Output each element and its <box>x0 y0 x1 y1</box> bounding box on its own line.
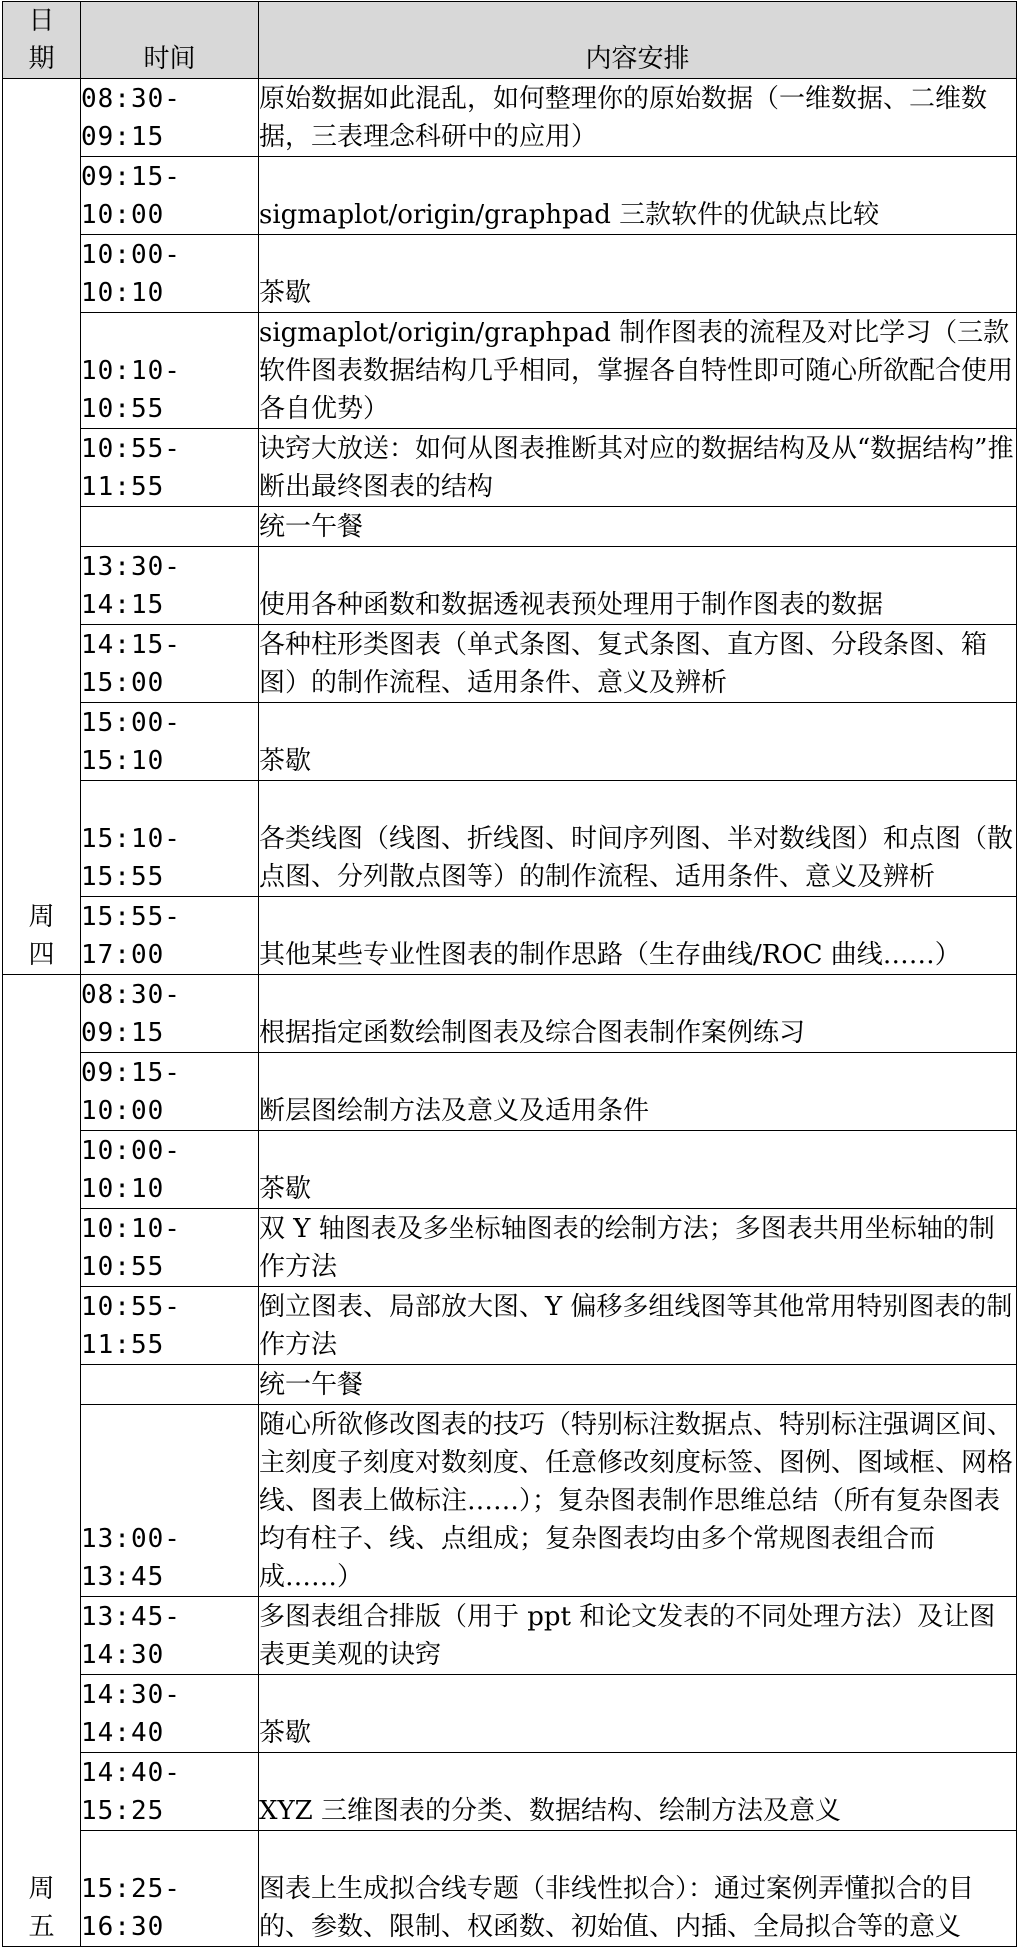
time-cell: 10:00- 10:10 <box>81 1131 259 1209</box>
content-cell <box>259 1675 1017 1753</box>
schedule-table <box>2 1 1017 1947</box>
content-text: 各类线图（线图、折线图、时间序列图、半对数线图）和点图（散点图、分列散点图等）的制作流程、适用条件、意义及辨析 <box>259 824 1014 892</box>
time-cell: 08:30- 09:15 <box>81 975 259 1053</box>
time-cell: 14:15- 15:00 <box>81 625 259 703</box>
content-text: 诀窍大放送：如何从图表推断其对应的数据结构及从“数据结构”推断出最终图表的结构 <box>259 434 1014 502</box>
table-row <box>3 1753 1017 1831</box>
content-cell <box>259 1053 1017 1131</box>
content-text: 倒立图表、局部放大图、Y 偏移多组线图等其他常用特别图表的制作方法 <box>259 1292 1013 1360</box>
header-content: 内容安排 <box>259 2 1017 79</box>
time-cell: 15:00- 15:10 <box>81 703 259 781</box>
table-row <box>3 1597 1017 1675</box>
content-cell <box>259 1131 1017 1209</box>
time-cell: 14:40- 15:25 <box>81 1753 259 1831</box>
content-cell <box>259 235 1017 313</box>
content-cell <box>259 1365 1017 1405</box>
table-row <box>3 429 1017 507</box>
content-cell <box>259 1287 1017 1365</box>
content-text: 随心所欲修改图表的技巧（特别标注数据点、特别标注强调区间、主刻度子刻度对数刻度、任意修改刻度标签、图例、图域框、网格线、图表上做标注……）；复杂图表制作思维总结（所有复杂图表均有柱子、线、点组成；复杂图表均由多个常规图表组合而成……） <box>259 1410 1014 1592</box>
content-cell <box>259 1405 1017 1597</box>
content-cell <box>259 1209 1017 1287</box>
content-cell <box>259 79 1017 157</box>
table-row <box>3 897 1017 975</box>
table-row <box>3 79 1017 157</box>
header-time: 时间 <box>81 2 259 79</box>
time-cell: 15:10- 15:55 <box>81 781 259 897</box>
table-row <box>3 1053 1017 1131</box>
time-cell: 09:15- 10:00 <box>81 1053 259 1131</box>
header-day-char: 日 <box>28 6 55 36</box>
header-day-char: 期 <box>28 44 55 74</box>
content-text: 茶歇 <box>259 278 312 308</box>
time-cell: 10:55- 11:55 <box>81 1287 259 1365</box>
time-cell <box>81 1365 259 1405</box>
table-row <box>3 1831 1017 1947</box>
table-row <box>3 1209 1017 1287</box>
content-text: 各种柱形类图表（单式条图、复式条图、直方图、分段条图、箱图）的制作流程、适用条件、意义及辨析 <box>259 630 988 698</box>
content-text: 使用各种函数和数据透视表预处理用于制作图表的数据 <box>259 590 884 620</box>
day-cell <box>3 79 81 975</box>
table-row <box>3 1405 1017 1597</box>
content-text: 茶歇 <box>259 1174 312 1204</box>
content-cell <box>259 313 1017 429</box>
table-row <box>3 547 1017 625</box>
table-row <box>3 157 1017 235</box>
day-cell <box>3 975 81 1947</box>
table-row <box>3 781 1017 897</box>
table-row <box>3 1287 1017 1365</box>
content-text: 多图表组合排版（用于 ppt 和论文发表的不同处理方法）及让图表更美观的诀窍 <box>259 1602 996 1670</box>
time-cell: 13:30- 14:15 <box>81 547 259 625</box>
table-header-row <box>3 2 1017 79</box>
header-day-label <box>3 2 80 78</box>
time-cell: 09:15- 10:00 <box>81 157 259 235</box>
content-cell <box>259 1753 1017 1831</box>
table-row <box>3 1365 1017 1405</box>
content-cell <box>259 625 1017 703</box>
content-cell <box>259 975 1017 1053</box>
content-text: 茶歇 <box>259 746 312 776</box>
content-text: 根据指定函数绘制图表及综合图表制作案例练习 <box>259 1018 806 1048</box>
content-text: XYZ 三维图表的分类、数据结构、绘制方法及意义 <box>259 1796 842 1826</box>
time-cell: 10:00- 10:10 <box>81 235 259 313</box>
time-cell: 13:45- 14:30 <box>81 1597 259 1675</box>
content-cell <box>259 897 1017 975</box>
content-text: 统一午餐 <box>259 512 364 542</box>
content-text: 图表上生成拟合线专题（非线性拟合）：通过案例弄懂拟合的目的、参数、限制、权函数、初始值、内插、全局拟合等的意义 <box>259 1874 975 1942</box>
time-cell: 08:30- 09:15 <box>81 79 259 157</box>
day-label: 周 五 <box>28 1874 55 1942</box>
header-day <box>3 2 81 79</box>
content-text: 原始数据如此混乱，如何整理你的原始数据（一维数据、二维数据，三表理念科研中的应用） <box>259 84 988 152</box>
table-row <box>3 1675 1017 1753</box>
content-cell <box>259 547 1017 625</box>
table-row <box>3 1131 1017 1209</box>
content-text: 茶歇 <box>259 1718 312 1748</box>
time-cell: 14:30- 14:40 <box>81 1675 259 1753</box>
schedule-body <box>3 79 1017 1947</box>
time-cell: 10:55- 11:55 <box>81 429 259 507</box>
table-row <box>3 235 1017 313</box>
time-cell: 10:10- 10:55 <box>81 313 259 429</box>
table-row <box>3 703 1017 781</box>
content-cell <box>259 429 1017 507</box>
content-text: 统一午餐 <box>259 1370 364 1400</box>
content-text: 其他某些专业性图表的制作思路（生存曲线/ROC 曲线……） <box>259 940 961 970</box>
table-row <box>3 313 1017 429</box>
content-cell <box>259 1831 1017 1947</box>
time-cell: 13:00- 13:45 <box>81 1405 259 1597</box>
content-cell <box>259 1597 1017 1675</box>
time-cell <box>81 507 259 547</box>
content-cell <box>259 157 1017 235</box>
table-row <box>3 625 1017 703</box>
content-cell <box>259 781 1017 897</box>
content-cell <box>259 507 1017 547</box>
content-text: sigmaplot/origin/graphpad 制作图表的流程及对比学习（三款软件图表数据结构几乎相同，掌握各自特性即可随心所欲配合使用各自优势） <box>259 318 1014 424</box>
content-text: 双 Y 轴图表及多坐标轴图表的绘制方法；多图表共用坐标轴的制作方法 <box>259 1214 995 1282</box>
content-cell <box>259 703 1017 781</box>
time-cell: 15:55- 17:00 <box>81 897 259 975</box>
time-cell: 10:10- 10:55 <box>81 1209 259 1287</box>
content-text: sigmaplot/origin/graphpad 三款软件的优缺点比较 <box>259 200 880 230</box>
day-label: 周 四 <box>28 902 55 970</box>
content-text: 断层图绘制方法及意义及适用条件 <box>259 1096 650 1126</box>
time-cell: 15:25- 16:30 <box>81 1831 259 1947</box>
table-row <box>3 507 1017 547</box>
table-row <box>3 975 1017 1053</box>
